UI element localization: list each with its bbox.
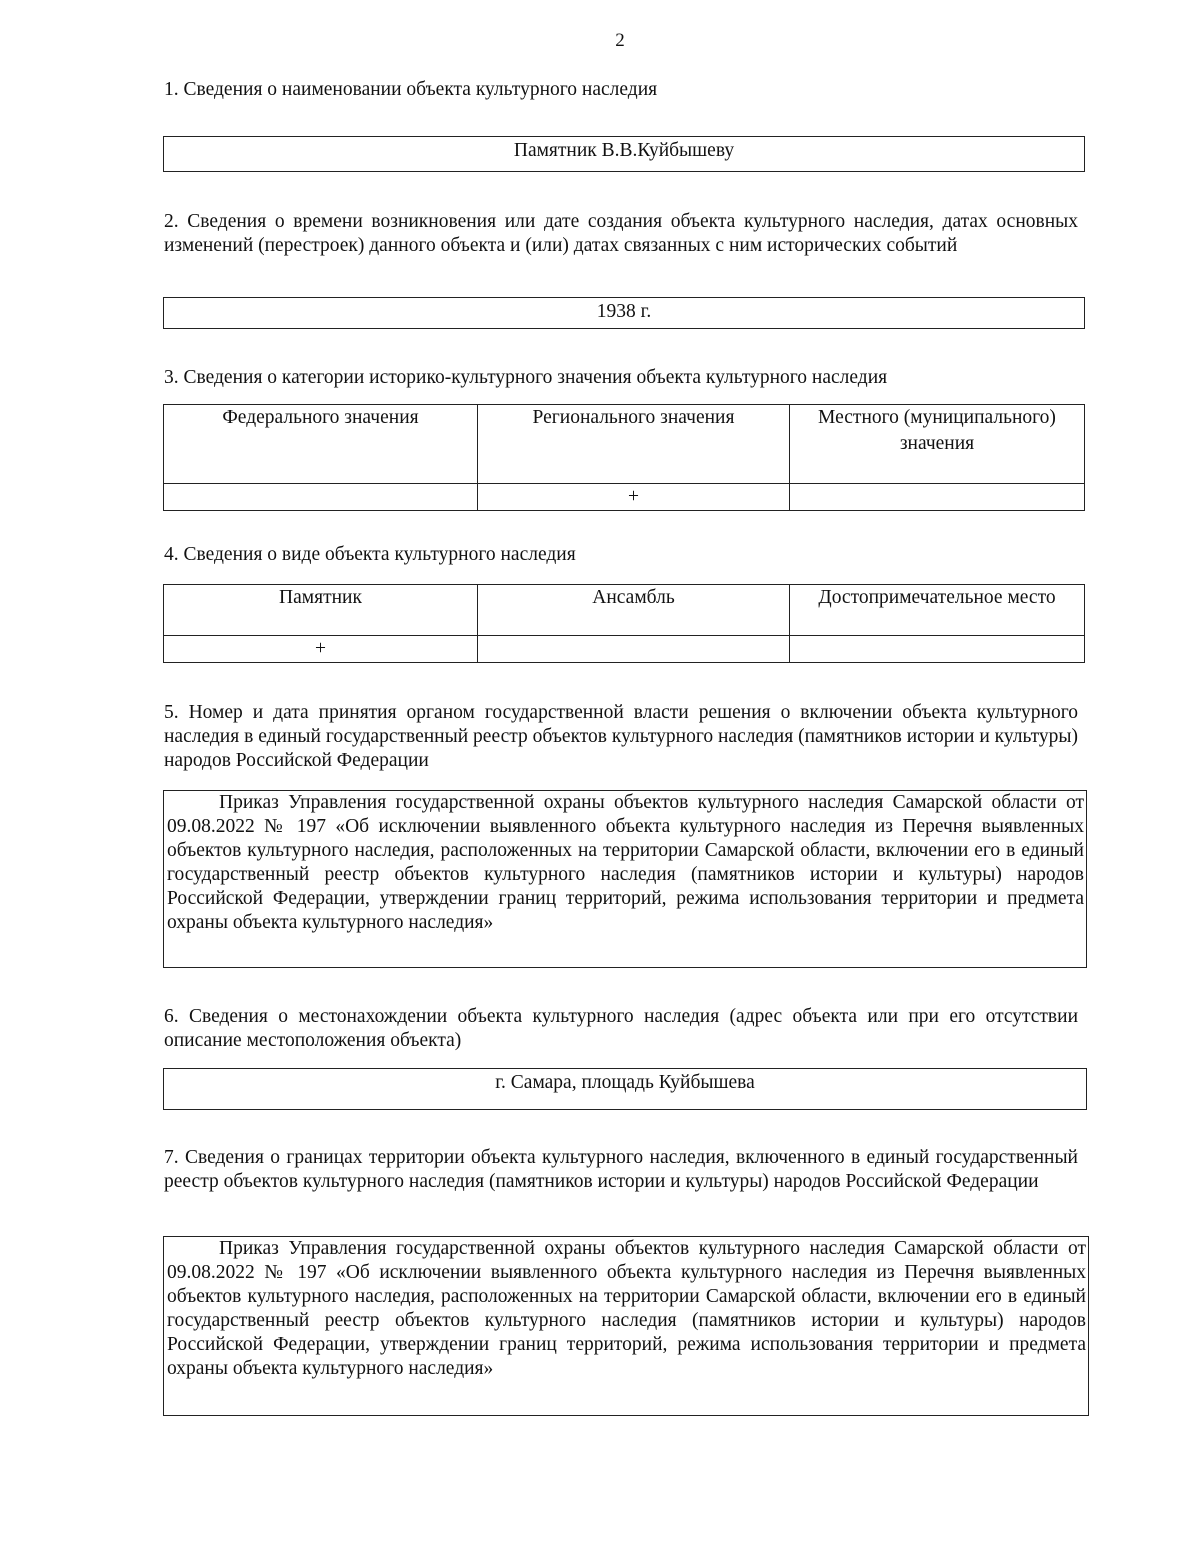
category-table [163,404,1085,511]
object-name-box [163,136,1085,172]
creation-date-box [163,297,1085,329]
location-value: г. Самара, площадь Куйбышева [495,1072,755,1093]
creation-date-value: 1938 г. [596,301,652,322]
category-local-mark [790,484,1085,511]
type-monument: Памятник [164,585,478,636]
category-local: Местного (муниципального) значения [790,405,1085,484]
category-regional-mark: + [478,484,790,511]
registry-decision-box [163,790,1087,968]
section-7-heading: 7. Сведения о границах территории объекта культурного наследия, включенного в единый государственный реестр объектов культурного наследия (памятников истории и культуры) народов Российской Федерации [164,1147,1078,1192]
section-3-heading: 3. Сведения о категории историко-культурного значения объекта культурного наследия [164,367,888,388]
type-landmark-mark [790,636,1085,663]
type-ensemble-mark [478,636,790,663]
object-name-value: Памятник В.В.Куйбышеву [513,140,735,161]
registry-decision-value: Приказ Управления государственной охраны объектов культурного наследия Самарской области от 09.08.2022 № 197 «Об исключении выявленного объекта культурного наследия из Перечня выявленных объектов культурного наследия, расположенных на территории Самарской области, включении его в единый государственный реестр объектов культурного наследия (памятников истории и культуры) народов Российской Федерации, утверждении границ территорий, режима использования территории и предмета охраны объекта культурного наследия» [167,792,1084,933]
type-landmark: Достопримечательное место [790,585,1085,636]
section-2-heading: 2. Сведения о времени возникновения или дате создания объекта культурного наследия, датах основных изменений (перестроек) данного объекта и (или) датах связанных с ним исторических событий [164,211,1078,256]
location-box [163,1068,1087,1110]
type-table [163,584,1085,663]
type-monument-mark: + [164,636,478,663]
boundaries-box [163,1236,1089,1416]
type-header-row [164,585,1085,636]
boundaries-value: Приказ Управления государственной охраны объектов культурного наследия Самарской области от 09.08.2022 № 197 «Об исключении выявленного объекта культурного наследия из Перечня выявленных объектов культурного наследия, расположенных на территории Самарской области, включении его в единый государственный реестр объектов культурного наследия (памятников истории и культуры) народов Российской Федерации, утверждении границ территорий, режима использования территории и предмета охраны объекта культурного наследия» [167,1238,1086,1379]
category-regional: Регионального значения [478,405,790,484]
section-1-heading: 1. Сведения о наименовании объекта культурного наследия [164,79,658,100]
section-5-heading: 5. Номер и дата принятия органом государственной власти решения о включении объекта культурного наследия в единый государственный реестр объектов культурного наследия (памятников истории и культуры) народов Российской Федерации [164,702,1078,771]
category-header-row [164,405,1085,484]
category-federal-mark [164,484,478,511]
type-mark-row [164,636,1085,663]
page-number: 2 [615,30,625,51]
category-mark-row [164,484,1085,511]
section-4-heading: 4. Сведения о виде объекта культурного наследия [164,544,576,565]
type-ensemble: Ансамбль [478,585,790,636]
category-federal: Федерального значения [164,405,478,484]
section-6-heading: 6. Сведения о местонахождении объекта культурного наследия (адрес объекта или при его отсутствии описание местоположения объекта) [164,1006,1078,1051]
